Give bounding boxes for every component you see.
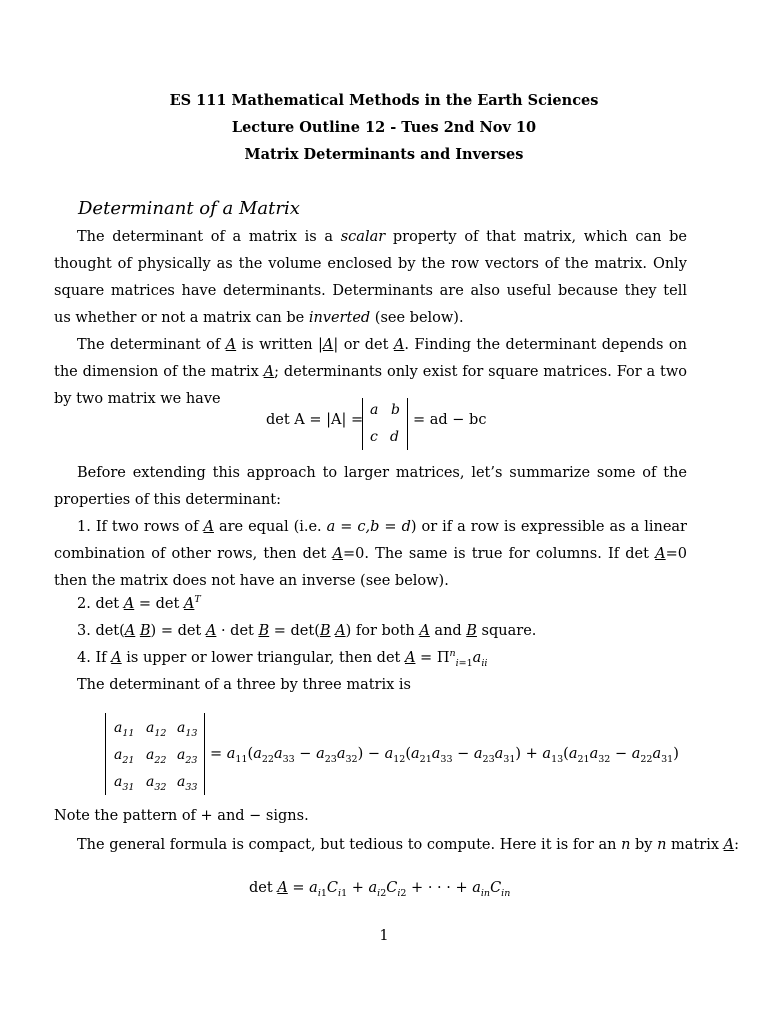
- property-2: 2. $\det A = \det A^T$: [77, 594, 201, 612]
- eq3x3-bar-left: [105, 713, 106, 795]
- eq2x2-cell-d: d: [390, 429, 399, 445]
- eq3x3-cell-13: $a_{13}$: [177, 720, 198, 739]
- eq2x2-bar-right: [407, 398, 408, 450]
- property-4: 4. If A is upper or lower triangular, then $\det A = \Pi^n_{i=1}a_{ii}$: [77, 648, 488, 669]
- eq3x3-bar-right: [204, 713, 205, 795]
- property-1: 1. If two rows of A are equal (i.e. a = c,b = d) or if a row is expressible as a linear combination of other rows, then det A=0. The same is true for columns. If det A=0 then the matrix does not have an inverse (see below).: [54, 519, 687, 589]
- eq3x3-cell-22: $a_{22}$: [146, 747, 167, 766]
- paragraph-definition: The determinant of a matrix is a scalar property of that matrix, which can be thought of physically as the volume enclosed by the row vectors of the matrix. Only square matrices have determinants. Determinants are also useful because they tell us whether or not a matrix can be inverted (see below).: [54, 229, 687, 326]
- eq3x3-cell-31: $a_{31}$: [114, 774, 135, 793]
- paragraph-notation: The determinant of A is written |A| or det A. Finding the determinant depends on the dimension of the matrix A; determinants only exist for square matrices. For a two by two matrix we have: [54, 337, 687, 407]
- section-title: Determinant of a Matrix: [78, 198, 300, 219]
- eq3x3-cell-32: $a_{32}$: [146, 774, 167, 793]
- paragraph-general: The general formula is compact, but tedious to compute. Here it is for an n by n matrix A:: [77, 837, 740, 853]
- eq3x3-rhs: = $a_{11}(a_{22}a_{33} - a_{23}a_{32}) - a_{12}(a_{21}a_{33} - a_{23}a_{31}) + a_{13}(a_{21}a_{32} - a_{22}a_{31})$: [210, 746, 679, 765]
- eq3x3-cell-12: $a_{12}$: [146, 720, 167, 739]
- eq2x2-cell-b: b: [391, 402, 400, 418]
- eq2x2-rhs: = ad − bc: [413, 412, 487, 428]
- property-3: 3. det(A B) = det A · det B = det(B A) for both A and B square.: [77, 623, 537, 639]
- paragraph-signs: Note the pattern of + and − signs.: [54, 808, 309, 824]
- eq2x2-lhs: det A = |A| =: [266, 412, 364, 428]
- eq3x3-cell-21: $a_{21}$: [114, 747, 135, 766]
- eq3x3-cell-33: $a_{33}$: [177, 774, 198, 793]
- eq2x2-cell-c: c: [370, 429, 378, 445]
- paragraph-3x3-intro: The determinant of a three by three matrix is: [77, 677, 411, 693]
- page-number: 1: [379, 928, 389, 944]
- eq2x2-bar-left: [362, 398, 363, 450]
- equation-general: $\det A = a_{i1}C_{i1} + a_{i2}C_{i2}$ + · · · + $a_{in}C_{in}$: [249, 880, 511, 899]
- eq2x2-cell-a: a: [370, 402, 379, 418]
- eq3x3-cell-23: $a_{23}$: [177, 747, 198, 766]
- paragraph-properties-intro: Before extending this approach to larger matrices, let’s summarize some of the properties of this determinant:: [54, 465, 687, 508]
- eq3x3-cell-11: $a_{11}$: [114, 720, 135, 739]
- topic-title: Matrix Determinants and Inverses: [244, 146, 524, 163]
- course-title: ES 111 Mathematical Methods in the Earth Sciences: [169, 92, 599, 109]
- lecture-title: Lecture Outline 12 - Tues 2nd Nov 10: [231, 119, 537, 136]
